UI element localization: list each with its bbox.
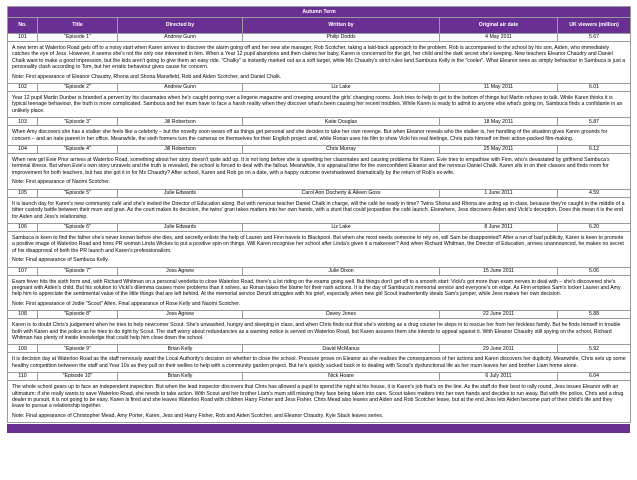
episode-title: "Episode 5" — [38, 189, 118, 197]
episode-row — [8, 223, 631, 231]
episode-number: 104 — [8, 146, 38, 154]
season-title: Autumn Term — [8, 7, 631, 18]
episode-title: "Episode 4" — [38, 146, 118, 154]
episode-title: "Episode 7" — [38, 267, 118, 275]
episode-note: Note: Final appearance of Sambuca Kelly. — [12, 257, 109, 264]
episode-viewers: 6.12 — [558, 146, 631, 154]
episode-note: Note: First appearance of Eleanor Chaudry, Rhona and Shona Mansfield, Rob and Aiden Scotcher, and Daniel Chalk. — [12, 73, 282, 80]
episode-row — [8, 146, 631, 154]
episode-writer: Philip Dodds — [243, 34, 440, 42]
episode-synopsis-cell — [8, 231, 631, 267]
episode-synopsis: When new girl Evie Prior arrives at Waterloo Road, something about her story doesn't quite add up. It is not long before she is upsetting her classmates and causing problems for Karen. Evie tries to empathise with Finn, who's devastated by girlfriend Sambuca's terminal illness. But when Evie's own story unravels and the truth is revealed, the school is forced to deal with the fallout. Meanwhile, it is appraisal time for the overconfident Eleanor and the nervous Daniel Chalk. Karen sits in on their classes and finds room for improvement for both teachers, but has she got it in for Ms Chaudry? After school, Karen and Rob go on a date, with a happy outcome overshadowed dramatically by the return of Rob's ex-wife. — [12, 157, 610, 176]
episode-director: Andrew Gunn — [118, 34, 243, 42]
episode-synopsis-cell — [8, 353, 631, 373]
episode-director: Brian Kelly — [118, 373, 243, 381]
episode-director: Joss Agnew — [118, 311, 243, 319]
episode-row — [8, 373, 631, 381]
episode-synopsis: It is decision day at Waterloo Road as the staff nervously await the Local Authority's decision on whether to close the school. Pressure grows on Eleanor as she realises the consequences of her actions and Karen discovers her duplicity. Meanwhile, Chris sets up some healthy competition between the staff and Year 10s as they pull on their wellies to help with a community garden project. But he's quickly sucked back in to dealing with Scout's dysfunctional life as her mum leaves her and brother Liam home alone. — [12, 356, 626, 369]
episode-title: "Episode 3" — [38, 118, 118, 126]
episode-writer: Chris Murray — [243, 146, 440, 154]
episode-row — [8, 267, 631, 275]
episode-synopsis: A new term at Waterloo Road gets off to a noisy start when Karen arrives to discover the alarm going off and her new site manager, Rob Scotcher, taking a laid-back approach to the problem. Rob is accompanied to the school by his son, Aiden, who immediately catches the eye of Jess. However, it seems she's not the only one interested in him. When a Year 12 pupil abandons and then claims her baby, Karen is concerned for the girl, her child and the dark secret she's keeping. New teachers Eleanor Chaudry and Daniel Chalk want to make a good impression, but the kids aren't going to give them an easy ride. "Chalky" is instantly marked out as a soft target, while Ms Chaudry's strict rules land Sambuca Kelly in the "cooler". What Eleanor sees as simply behaviour in Sambuca is just a personality clash according to Tom, but her erratic behaviour gives cause for concern. — [12, 45, 626, 71]
episode-viewers: 4.59 — [558, 189, 631, 197]
episode-viewers: 6.01 — [558, 84, 631, 92]
episode-synopsis-cell — [8, 154, 631, 190]
episode-table — [7, 6, 631, 423]
col-header-director: Directed by — [118, 18, 243, 34]
episode-writer: David McManus — [243, 345, 440, 353]
episode-air-date: 1 June 2011 — [440, 189, 558, 197]
episode-synopsis-cell — [8, 92, 631, 118]
episode-writer: Carol Ann Docherty & Aileen Goss — [243, 189, 440, 197]
episode-title: "Episode 9" — [38, 345, 118, 353]
episode-air-date: 15 June 2011 — [440, 267, 558, 275]
episode-writer: Liz Lake — [243, 223, 440, 231]
episode-note: Note: First appearance of Naomi Scotcher. — [12, 179, 111, 186]
episode-air-date: 11 May 2011 — [440, 84, 558, 92]
episode-viewers: 5.06 — [558, 267, 631, 275]
episode-number: 109 — [8, 345, 38, 353]
episode-synopsis-cell — [8, 275, 631, 311]
episode-synopsis-row — [8, 231, 631, 267]
episode-director: Jill Robertson — [118, 146, 243, 154]
episode-writer: Katie Douglas — [243, 118, 440, 126]
episode-director: Julie Edwards — [118, 189, 243, 197]
episode-writer: Davey Jones — [243, 311, 440, 319]
episode-air-date: 25 May 2011 — [440, 146, 558, 154]
episode-synopsis: The whole school gears up to face an independent inspection. But when the lead inspector discovers that Chris has allowed a pupil to spend the night at his house, it is Karen's job that's on the line. As the staff do their best to rally round, Jess issues Eleanor with an ultimatum: if she really wants to save Waterloo Road, she needs to take action. With Scout and her brother Liam's mum still missing they face being taken into care. Scout takes matters into her own hands and decides to run away. But with the police, Chris and a drug dealer in pursuit, it is not going to be easy. Karen is fired and she leaves Waterloo Road with children Harry Fisher and Jess Fisher. Chris Mead also leaves and Aiden and Rob Scotcher leave, but at the end Jess lets Aiden become part of their child's life and they leave to pursue a relationship together. — [12, 384, 624, 410]
episode-row — [8, 118, 631, 126]
episode-writer: Julie Dixon — [243, 267, 440, 275]
episode-director: Jill Robertson — [118, 118, 243, 126]
episode-synopsis-row — [8, 42, 631, 84]
episode-number: 101 — [8, 34, 38, 42]
episode-row — [8, 189, 631, 197]
episode-viewers: 5.67 — [558, 34, 631, 42]
col-header-title: Title — [38, 18, 118, 34]
episode-air-date: 22 June 2011 — [440, 311, 558, 319]
episode-row — [8, 311, 631, 319]
episode-synopsis-row — [8, 381, 631, 423]
episode-number: 107 — [8, 267, 38, 275]
episode-synopsis: When Amy discovers she has a stalker she feels like a celebrity – but the novelty soon wears off as things get personal and she decides to take her own revenge. But when Eleanor reveals who the stalker is, her handling of the situation gives Karen grounds for concern – and an irate parent in her office. Meanwhile, the sixth formers turn the cameras on themselves for their English project and, while Ronan uses his film to show Vicki his real feelings, Chris puts himself on their action-packed film-making. — [12, 129, 608, 142]
episode-viewers: 6.20 — [558, 223, 631, 231]
table-footer-bar — [7, 424, 630, 433]
episode-note: Note: Final appearance of Christopher Mead, Amy Porter, Karen, Jess and Harry Fisher, Rob and Aiden Scotcher, and Eleanor Chaudry. Kyle Stack leaves series. — [12, 412, 384, 419]
episode-synopsis: It is launch day for Karen's new community café and she's invited the Director of Education along. But with nervous teacher Daniel Chalk in charge, will the café be ready in time? Twins Shona and Rhona are acting up in class, because they're caught in the middle of a bitter custody battle between their mum and gran. As the court makes its decision, the twins' gran takes matters into her own hands, with a stunt that could jeopardise the café launch. Elsewhere, Jess discovers Aiden and Vicki's deception. Does this mean it is the end for Aiden and Jess's relationship. — [12, 200, 625, 220]
col-header-writer: Written by — [243, 18, 440, 34]
episode-title: "Episode 10" — [38, 373, 118, 381]
col-header-no: No. — [8, 18, 38, 34]
col-header-viewers: UK viewers (million) — [558, 18, 631, 34]
episode-synopsis-row — [8, 319, 631, 345]
episode-number: 105 — [8, 189, 38, 197]
episode-director: Joss Agnew — [118, 267, 243, 275]
episode-viewers: 5.87 — [558, 118, 631, 126]
episode-air-date: 29 June 2011 — [440, 345, 558, 353]
episode-table-container — [7, 6, 630, 433]
episode-row — [8, 84, 631, 92]
episode-row — [8, 345, 631, 353]
episode-viewers: 5.88 — [558, 311, 631, 319]
episode-number: 103 — [8, 118, 38, 126]
episode-synopsis-cell — [8, 381, 631, 423]
episode-air-date: 6 July 2011 — [440, 373, 558, 381]
episode-number: 110 — [8, 373, 38, 381]
episode-title: "Episode 2" — [38, 84, 118, 92]
episode-synopsis-row — [8, 353, 631, 373]
episode-writer: Nick Hoare — [243, 373, 440, 381]
episode-synopsis: Sambuca is keen to find the father she's never known before she dies, and secretly enlists the help of Lauren and Finn travels to Blackpool. But when she most needs someone to rely on, will Sam be disappointed? After a run of bad publicity, Karen is keen to promote a positive image of Waterloo Road and hires PR woman Linda Wickes to put a positive spin on things. Will Karen recognise her school after Linda's given it a makeover? And when Richard Whitman, the Director of Education, arrives unannounced, he makes no secret of his disapproval of both the PR launch and Karen's professionalism. — [12, 234, 624, 254]
episode-synopsis: Karen is to doubt Chris's judgement when he tries to help newcomer Scout. She's unwashed, hungry and sleeping in class, and when Chris finds out that she's working as a drug courier he steps in to rescue her from her feckless family. But he finds himself in trouble both with Karen and the police as he tries to do right by Scout. The staff worry about redundancies as a warning notice is served on Waterloo Road, but Karen assures them she intends to appeal against it. With Eleanor Chaudry still spying on the school, Richard Whitman has plenty of inside knowledge that could help him close down the school. — [12, 322, 621, 341]
episode-title: "Episode 6" — [38, 223, 118, 231]
episode-writer: Liz Lake — [243, 84, 440, 92]
episode-note: Note: First appearance of Jodie "Scout" Allen. Final appearance of Rose Kelly and Naomi Scotcher. — [12, 300, 241, 307]
episode-synopsis-row — [8, 197, 631, 223]
episode-air-date: 8 June 2011 — [440, 223, 558, 231]
col-header-air-date: Original air date — [440, 18, 558, 34]
episode-synopsis-cell — [8, 42, 631, 84]
episode-synopsis: Exam fever hits the sixth form and, with Richard Whitman on a personal vendetta to close Waterloo Road, there's a lot riding on the exams going well. But things don't get off to a smooth start: Vicki's got more than exam nerves to deal with – she's discovered she's pregnant with Aiden's child. But his solution to Vicki's dilemma causes more problems than it solves, as Ronan takes the blame for their rash actions. It is the day of Sambuca's memorial service and everyone's on edge. As Finn empties Sam's locker Lauren and Amy help him to appreciate the sentimental value of the little things that are left behind. At the memorial service Denzil struggles with his grief, especially when new girl Scout inadvertently steals Sam's jumper, while Jess makes her own decision. — [12, 278, 621, 298]
episode-viewers: 5.92 — [558, 345, 631, 353]
episode-synopsis-row — [8, 154, 631, 190]
episode-synopsis-row — [8, 126, 631, 146]
episode-air-date: 4 May 2011 — [440, 34, 558, 42]
episode-synopsis-cell — [8, 319, 631, 345]
column-header-row — [8, 18, 631, 34]
episode-synopsis-cell — [8, 126, 631, 146]
episode-number: 102 — [8, 84, 38, 92]
episode-synopsis-row — [8, 275, 631, 311]
episode-synopsis-cell — [8, 197, 631, 223]
episode-director: Julie Edwards — [118, 223, 243, 231]
episode-air-date: 18 May 2011 — [440, 118, 558, 126]
episode-director: Brian Kelly — [118, 345, 243, 353]
episode-director: Andrew Gunn — [118, 84, 243, 92]
episode-title: "Episode 8" — [38, 311, 118, 319]
episode-synopsis-row — [8, 92, 631, 118]
episode-viewers: 6.04 — [558, 373, 631, 381]
episode-synopsis: Year 12 pupil Martin Dunbar is branded a pervert by his classmates when he's caught poring over a lingerie magazine and creeping around the girls' changing rooms. Josh tries to help to get to the bottom of things but Martin refuses to talk. While Karen thinks it is typical teenage behaviour, the truth is more complicated. Sambuca and her mum have to face a harsh reality when they discover what's been causing her recent troubles. While Karen is ready to admit to anyone else what's going on, Sambuca finds a confidante in an unlikely place. — [12, 95, 623, 114]
episode-number: 106 — [8, 223, 38, 231]
episode-number: 108 — [8, 311, 38, 319]
episode-title: "Episode 1" — [38, 34, 118, 42]
episode-row — [8, 34, 631, 42]
